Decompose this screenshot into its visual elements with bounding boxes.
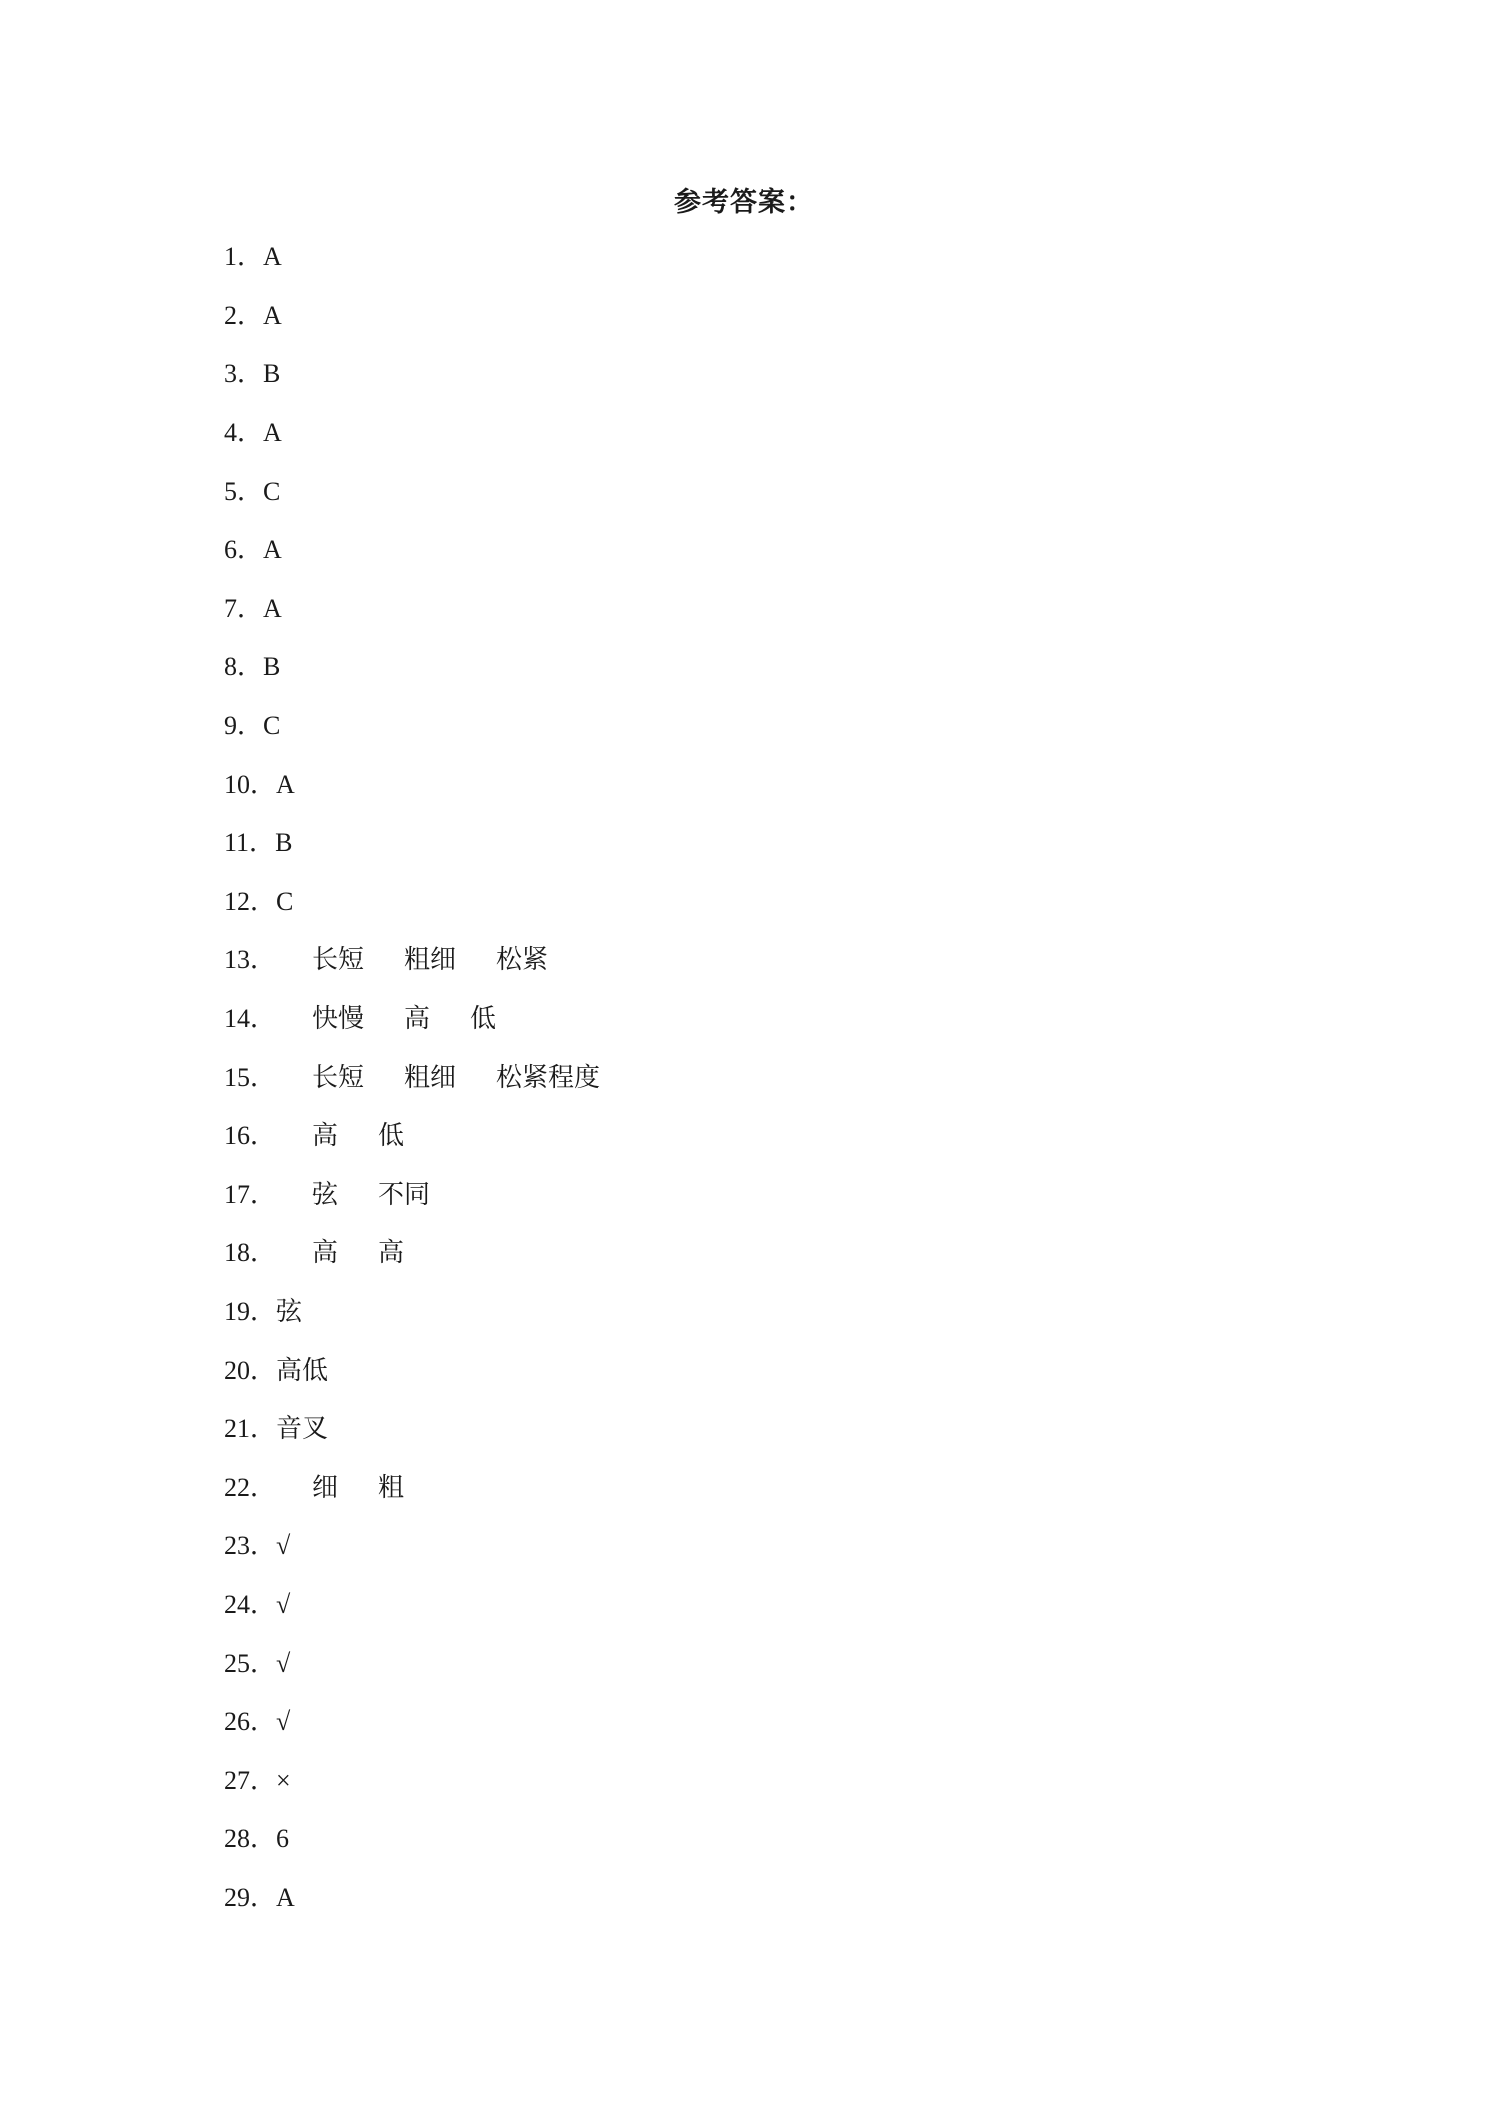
answer-blank: 高 — [404, 1004, 431, 1034]
answer-blank: 弦 — [312, 1179, 339, 1209]
answer-value: A — [263, 300, 282, 330]
answer-item — [224, 1283, 1324, 1342]
answer-item — [224, 1107, 1324, 1166]
answer-blank: 粗细 — [404, 945, 457, 975]
fill-in-answers — [312, 1472, 444, 1504]
answer-value: A — [263, 418, 282, 448]
fill-in-answers — [312, 944, 588, 976]
question-number: 2 ． — [224, 300, 263, 332]
question-number: 20 ． — [224, 1355, 276, 1387]
answer-value: A — [263, 535, 282, 565]
answer-value: √ — [276, 1707, 291, 1737]
answer-item — [224, 1458, 1324, 1517]
question-number: 9 ． — [224, 710, 263, 742]
answer-item — [224, 1224, 1324, 1283]
answer-value: √ — [276, 1648, 291, 1678]
answer-item — [224, 1166, 1324, 1225]
question-number: 15 ． — [224, 1062, 276, 1094]
answer-item — [224, 228, 1324, 287]
answer-blank: 长短 — [312, 1062, 365, 1092]
question-number: 21 ． — [224, 1413, 276, 1445]
answer-item — [224, 462, 1324, 521]
answer-item — [224, 873, 1324, 932]
answer-value: C — [276, 886, 294, 916]
answer-value: × — [276, 1765, 291, 1795]
question-number: 10 ． — [224, 769, 276, 801]
answer-value: √ — [276, 1589, 291, 1619]
answer-blank: 松紧程度 — [496, 1062, 601, 1092]
answer-value: 6 — [276, 1824, 290, 1854]
answer-value: B — [275, 828, 293, 858]
answer-item — [224, 1576, 1324, 1635]
question-number: 26 ． — [224, 1706, 276, 1738]
answer-blank: 低 — [378, 1121, 405, 1151]
answer-item — [224, 1751, 1324, 1810]
answer-blank: 长短 — [312, 945, 365, 975]
question-number: 1 ． — [224, 241, 263, 273]
question-number: 14 ． — [224, 1003, 276, 1035]
question-number: 3 ． — [224, 358, 263, 390]
question-number: 17 ． — [224, 1179, 276, 1211]
answer-item — [224, 638, 1324, 697]
answer-value: C — [263, 476, 281, 506]
question-number: 7 ． — [224, 593, 263, 625]
answer-blank: 粗 — [378, 1472, 405, 1502]
answer-value: A — [263, 593, 282, 623]
fill-in-answers — [312, 1179, 470, 1211]
answer-item — [224, 1341, 1324, 1400]
fill-in-answers — [312, 1003, 536, 1035]
page-title: 参考答案： — [674, 187, 814, 217]
answer-value: B — [263, 359, 281, 389]
fill-in-answers — [312, 1062, 640, 1094]
question-number: 27 ． — [224, 1765, 276, 1797]
question-number: 4 ． — [224, 417, 263, 449]
answer-value: B — [263, 652, 281, 682]
answer-item — [224, 404, 1324, 463]
question-number: 8 ． — [224, 651, 263, 683]
question-number: 13 ． — [224, 944, 276, 976]
question-number: 23 ． — [224, 1530, 276, 1562]
answer-item — [224, 814, 1324, 873]
question-number: 29 ． — [224, 1882, 276, 1914]
answer-value: 高低 — [276, 1355, 329, 1385]
answer-value: √ — [276, 1531, 291, 1561]
answer-value: A — [276, 1882, 295, 1912]
question-number: 16 ． — [224, 1120, 276, 1152]
answer-value: A — [276, 769, 295, 799]
answer-value: 音叉 — [276, 1414, 329, 1444]
answer-item — [224, 1810, 1324, 1869]
answer-blank: 粗细 — [404, 1062, 457, 1092]
answer-item — [224, 287, 1324, 346]
answer-item — [224, 345, 1324, 404]
answer-item — [224, 1869, 1324, 1928]
question-number: 11 ． — [224, 827, 275, 859]
answer-item — [224, 990, 1324, 1049]
answer-list — [224, 228, 1324, 1927]
answer-item — [224, 580, 1324, 639]
question-number: 12 ． — [224, 886, 276, 918]
answer-blank: 快慢 — [312, 1004, 365, 1034]
answer-blank: 高 — [378, 1238, 405, 1268]
answer-item — [224, 521, 1324, 580]
question-number: 6 ． — [224, 534, 263, 566]
answer-value: 弦 — [276, 1296, 303, 1326]
question-number: 25 ． — [224, 1648, 276, 1680]
answer-item — [224, 697, 1324, 756]
answer-item — [224, 931, 1324, 990]
answer-value: A — [263, 242, 282, 272]
question-number: 19 ． — [224, 1296, 276, 1328]
answer-item — [224, 1693, 1324, 1752]
answer-blank: 细 — [312, 1472, 339, 1502]
answer-blank: 低 — [470, 1004, 497, 1034]
question-number: 24 ． — [224, 1589, 276, 1621]
answer-item — [224, 755, 1324, 814]
answer-item — [224, 1048, 1324, 1107]
answer-item — [224, 1634, 1324, 1693]
answer-blank: 高 — [312, 1238, 339, 1268]
question-number: 28 ． — [224, 1823, 276, 1855]
fill-in-answers — [312, 1120, 444, 1152]
answer-item — [224, 1400, 1324, 1459]
answer-blank: 松紧 — [496, 945, 549, 975]
fill-in-answers — [312, 1237, 444, 1269]
question-number: 18 ． — [224, 1237, 276, 1269]
answer-blank: 高 — [312, 1121, 339, 1151]
answer-blank: 不同 — [378, 1179, 431, 1209]
question-number: 5 ． — [224, 476, 263, 508]
answer-item — [224, 1517, 1324, 1576]
question-number: 22 ． — [224, 1472, 276, 1504]
answer-value: C — [263, 711, 281, 741]
